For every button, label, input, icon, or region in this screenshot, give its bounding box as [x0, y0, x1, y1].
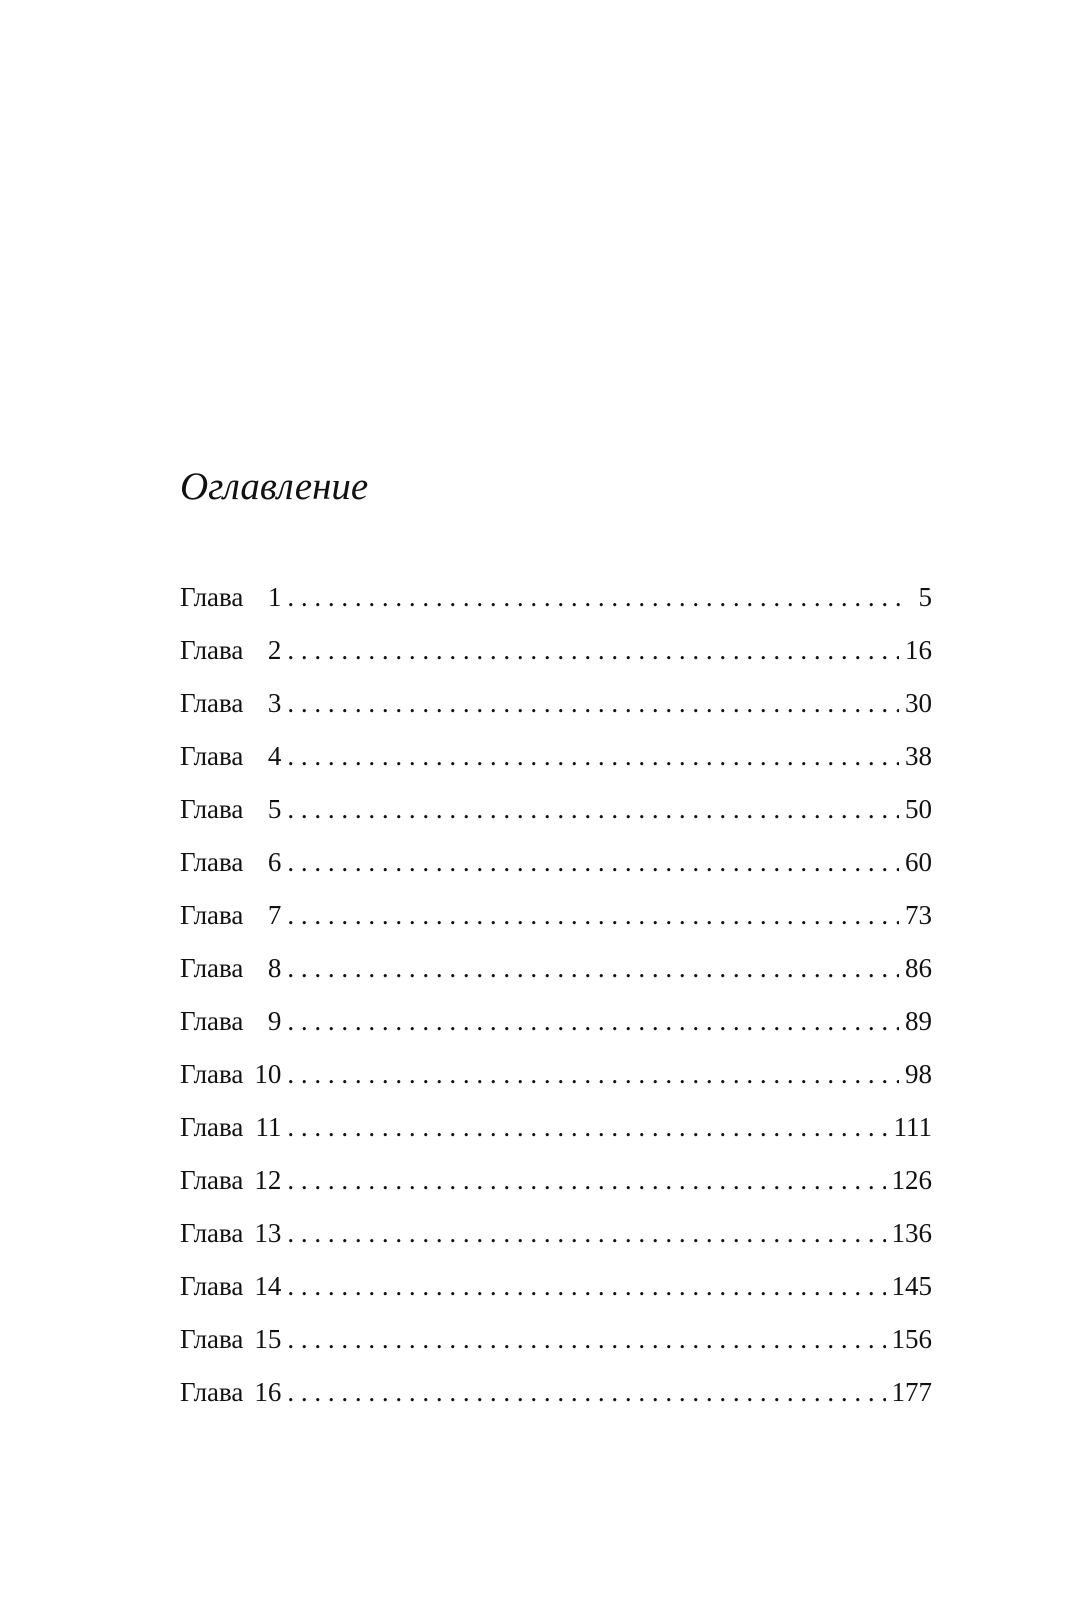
toc-entry-chapter-16[interactable]	[180, 1369, 932, 1422]
dot-leader	[287, 1157, 885, 1203]
chapter-label	[180, 839, 281, 885]
chapter-word: Глава	[180, 1324, 244, 1354]
chapter-word: Глава	[180, 1006, 244, 1036]
chapter-number: 4	[267, 741, 282, 771]
toc-entry-chapter-3[interactable]	[180, 680, 932, 733]
dot-leader	[287, 680, 899, 726]
page-number: 136	[891, 1218, 932, 1248]
chapter-word: Глава	[180, 1218, 244, 1248]
chapter-word: Глава	[180, 794, 244, 824]
chapter-word: Глава	[180, 1377, 244, 1407]
chapter-word: Глава	[180, 582, 244, 612]
dot-leader	[287, 627, 899, 673]
dot-leader	[287, 945, 899, 991]
page-number: 145	[891, 1271, 932, 1301]
chapter-number: 8	[267, 953, 282, 983]
chapter-number: 11	[255, 1112, 282, 1142]
page-number: 177	[891, 1377, 932, 1407]
page-number: 86	[905, 953, 932, 983]
chapter-word: Глава	[180, 1165, 244, 1195]
chapter-label	[180, 945, 281, 991]
page-number: 98	[905, 1059, 932, 1089]
chapter-word: Глава	[180, 1059, 244, 1089]
chapter-label	[180, 627, 281, 673]
chapter-number: 16	[254, 1377, 282, 1407]
dot-leader	[287, 892, 899, 938]
chapter-label	[180, 574, 281, 620]
chapter-label	[180, 680, 281, 726]
dot-leader	[287, 1051, 899, 1097]
chapter-number: 3	[267, 688, 282, 718]
chapter-word: Глава	[180, 953, 244, 983]
dot-leader	[287, 574, 910, 620]
chapter-label	[180, 892, 281, 938]
page-number: 60	[905, 847, 932, 877]
page-number: 50	[905, 794, 932, 824]
dot-leader	[287, 786, 899, 832]
chapter-label	[180, 1210, 281, 1256]
chapter-label	[180, 1104, 281, 1150]
chapter-number: 5	[267, 794, 282, 824]
chapter-number: 7	[267, 900, 282, 930]
dot-leader	[287, 839, 899, 885]
dot-leader	[287, 1369, 885, 1415]
toc-entry-chapter-15[interactable]	[180, 1316, 932, 1369]
toc-entry-chapter-12[interactable]	[180, 1157, 932, 1210]
toc-entry-chapter-4[interactable]	[180, 733, 932, 786]
toc-entry-chapter-13[interactable]	[180, 1210, 932, 1263]
chapter-number: 15	[254, 1324, 282, 1354]
toc-entry-chapter-1[interactable]	[180, 574, 932, 627]
chapter-number: 14	[254, 1271, 282, 1301]
toc-entry-chapter-10[interactable]	[180, 1051, 932, 1104]
chapter-word: Глава	[180, 847, 244, 877]
chapter-label	[180, 1316, 281, 1362]
chapter-word: Глава	[180, 900, 244, 930]
chapter-label	[180, 998, 281, 1044]
chapter-number: 1	[267, 582, 282, 612]
chapter-number: 12	[254, 1165, 282, 1195]
chapter-word: Глава	[180, 1112, 244, 1142]
toc-entry-chapter-6[interactable]	[180, 839, 932, 892]
chapter-word: Глава	[180, 688, 244, 718]
page-number: 5	[918, 582, 932, 612]
page-number: 156	[891, 1324, 932, 1354]
chapter-word: Глава	[180, 1271, 244, 1301]
chapter-label	[180, 1369, 281, 1415]
dot-leader	[287, 733, 899, 779]
toc-title: Оглавление	[180, 465, 369, 508]
page-number: 73	[905, 900, 932, 930]
chapter-label	[180, 786, 281, 832]
chapter-number: 2	[267, 635, 282, 665]
page-number: 89	[905, 1006, 932, 1036]
toc-entry-chapter-5[interactable]	[180, 786, 932, 839]
toc-entry-chapter-9[interactable]	[180, 998, 932, 1051]
toc-entry-chapter-7[interactable]	[180, 892, 932, 945]
page-number: 16	[905, 635, 932, 665]
chapter-label	[180, 1157, 281, 1203]
chapter-number: 6	[267, 847, 282, 877]
chapter-number: 13	[254, 1218, 282, 1248]
dot-leader	[287, 1316, 885, 1362]
toc-entry-chapter-14[interactable]	[180, 1263, 932, 1316]
toc-entry-chapter-2[interactable]	[180, 627, 932, 680]
toc-entry-chapter-8[interactable]	[180, 945, 932, 998]
chapter-word: Глава	[180, 741, 244, 771]
chapter-word: Глава	[180, 635, 244, 665]
chapter-number: 9	[267, 1006, 282, 1036]
chapter-label	[180, 1263, 281, 1309]
page-number: 30	[905, 688, 932, 718]
toc-list	[180, 574, 932, 1422]
toc-entry-chapter-11[interactable]	[180, 1104, 932, 1157]
page-number: 38	[905, 741, 932, 771]
dot-leader	[287, 998, 899, 1044]
page-number: 111	[893, 1112, 932, 1142]
chapter-label	[180, 1051, 281, 1097]
dot-leader	[287, 1104, 887, 1150]
page-number: 126	[891, 1165, 932, 1195]
chapter-number: 10	[254, 1059, 282, 1089]
dot-leader	[287, 1210, 885, 1256]
dot-leader	[287, 1263, 885, 1309]
chapter-label	[180, 733, 281, 779]
